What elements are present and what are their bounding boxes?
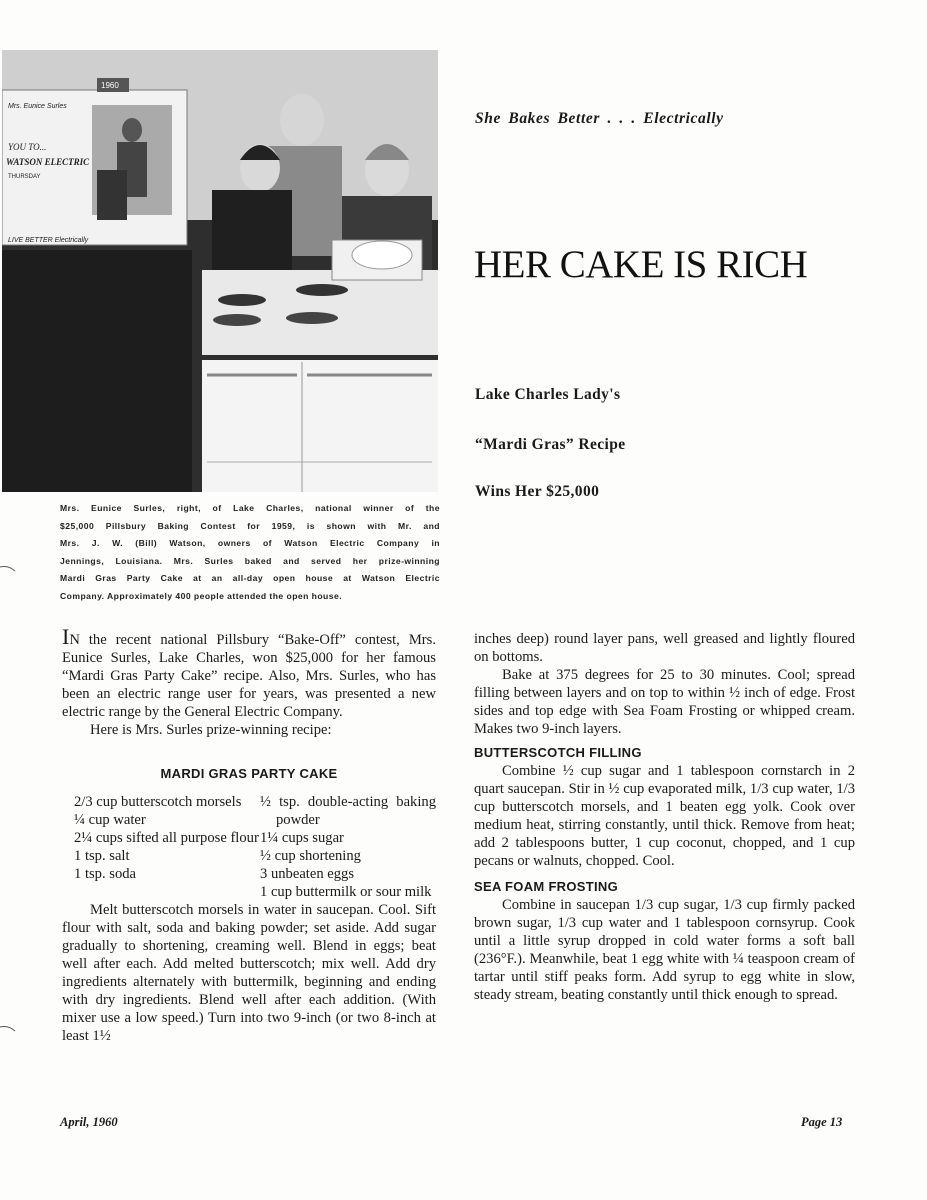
- caption-line: $25,000 Pillsbury Baking Contest for 1959, is shown with Mr. and: [60, 520, 440, 531]
- article-column-right: [474, 630, 855, 1004]
- caption-line: Mrs. Eunice Surles, right, of Lake Charles, national winner of the: [60, 503, 440, 513]
- subtitle-line-2: “Mardi Gras” Recipe: [475, 436, 626, 453]
- year-badge: 1960: [101, 81, 119, 90]
- binder-hole-arc: [0, 1026, 20, 1058]
- ingredient: 2/3 cup butterscotch morsels: [74, 794, 242, 810]
- recipe-title: MARDI GRAS PARTY CAKE: [160, 766, 338, 781]
- ingredient: 3 unbeaten eggs: [260, 866, 355, 882]
- frosting-paragraph: Combine in saucepan 1/3 cup sugar, 1/3 cup firmly packed brown sugar, 1/3 cup water and 1 tablespoon cornsyrup. Cook until a little syrup dropped in cold water forms a soft ball (236°F.). Meanwhile, beat 1 egg white with ¼ teaspoon cream of tartar until stiff peaks form. Add syrup to egg white in slow, steady stream, beating constantly until thick enough to spread.: [474, 897, 855, 1003]
- subtitle-line-1: Lake Charles Lady's: [475, 386, 621, 403]
- article-column-left: [62, 624, 436, 1045]
- ingredient: 1 tsp. salt: [74, 848, 130, 864]
- footer-date: April, 1960: [60, 1115, 118, 1129]
- intro-paragraph-2: Here is Mrs. Surles prize-winning recipe:: [90, 722, 332, 738]
- filling-title: BUTTERSCOTCH FILLING: [474, 745, 642, 760]
- poster-line: LIVE BETTER Electrically: [8, 237, 89, 244]
- ingredient: 1 cup buttermilk or sour milk: [260, 884, 432, 900]
- filling-paragraph: Combine ½ cup sugar and 1 tablespoon cornstarch in 2 quart saucepan. Stir in ½ cup evaporated milk, 1/3 cup water, 1/3 cup butterscotch morsels, and 1 beaten egg yolk. Cook over medium heat, stirring constantly, until thick. Remove from heat; add 2 tablespoons butter, 1 cup coconut, chopped, and 1 cup pecans or walnuts, chopped. Cool.: [474, 763, 855, 869]
- article-photo: [2, 50, 438, 492]
- binder-hole-arc: [0, 566, 20, 598]
- subtitle-line-3: Wins Her $25,000: [475, 483, 600, 500]
- ingredient: ½ tsp. double-acting baking powder: [260, 794, 436, 828]
- ingredient: 2¼ cups sifted all purpose flour: [74, 830, 259, 846]
- drop-cap: I: [62, 624, 70, 649]
- frosting-title: SEA FOAM FROSTING: [474, 879, 619, 894]
- ingredients-list: [62, 793, 436, 901]
- article-kicker: She Bakes Better . . . Electrically: [475, 110, 724, 127]
- caption-line: Mrs. J. W. (Bill) Watson, owners of Watson Electric Company in: [60, 538, 440, 548]
- intro-paragraph: [62, 624, 436, 721]
- photo-caption: [60, 500, 440, 605]
- ingredient: 1¼ cups sugar: [260, 830, 344, 846]
- caption-line: Company. Approximately 400 people attended the open house.: [60, 590, 343, 601]
- ingredient: ¼ cup water: [74, 812, 146, 828]
- ingredient: ½ cup shortening: [260, 848, 361, 864]
- ingredient: 1 tsp. soda: [74, 866, 137, 882]
- intro-text: N the recent national Pillsbury “Bake-Off” contest, Mrs. Eunice Surles, Lake Charles, won $25,000 for her famous “Mardi Gras Party Cake” recipe. Also, Mrs. Surles, who has been an electric range user for years, was presented a new electric range by the General Electric Company.: [62, 632, 436, 720]
- photo-illustration: [2, 50, 438, 492]
- poster-line: YOU TO...: [8, 142, 47, 152]
- method-paragraph: Melt butterscotch morsels in water in saucepan. Cool. Sift flour with salt, soda and baking powder; set aside. Add sugar gradually to shortening, creaming well. Blend in eggs; beat well after each. Add melted butterscotch; mix well. Add dry ingredients alternately with buttermilk, beginning and ending with dry ingredients. Blend well after each addition. (With mixer use a low speed.) Turn into two 9-inch (or two 8-inch at least 1½: [62, 902, 436, 1044]
- article-headline: HER CAKE IS RICH: [474, 243, 808, 286]
- method-paragraph-cont: inches deep) round layer pans, well greased and lightly floured on bottoms.: [474, 631, 855, 665]
- poster-line: Mrs. Eunice Surles: [8, 103, 67, 110]
- caption-line: Jennings, Louisiana. Mrs. Surles baked and served her prize-winning: [60, 555, 440, 566]
- poster-line: WATSON ELECTRIC: [6, 157, 90, 167]
- baking-paragraph: Bake at 375 degrees for 25 to 30 minutes. Cool; spread filling between layers and on top to within ½ inch of edge. Frost sides and top edge with Sea Foam Frosting or whipped cream. Makes two 9-inch layers.: [474, 667, 855, 737]
- footer-page-number: Page 13: [801, 1115, 843, 1129]
- caption-line: Mardi Gras Party Cake at an all-day open house at Watson Electric: [60, 573, 440, 583]
- poster-line: THURSDAY: [8, 174, 41, 180]
